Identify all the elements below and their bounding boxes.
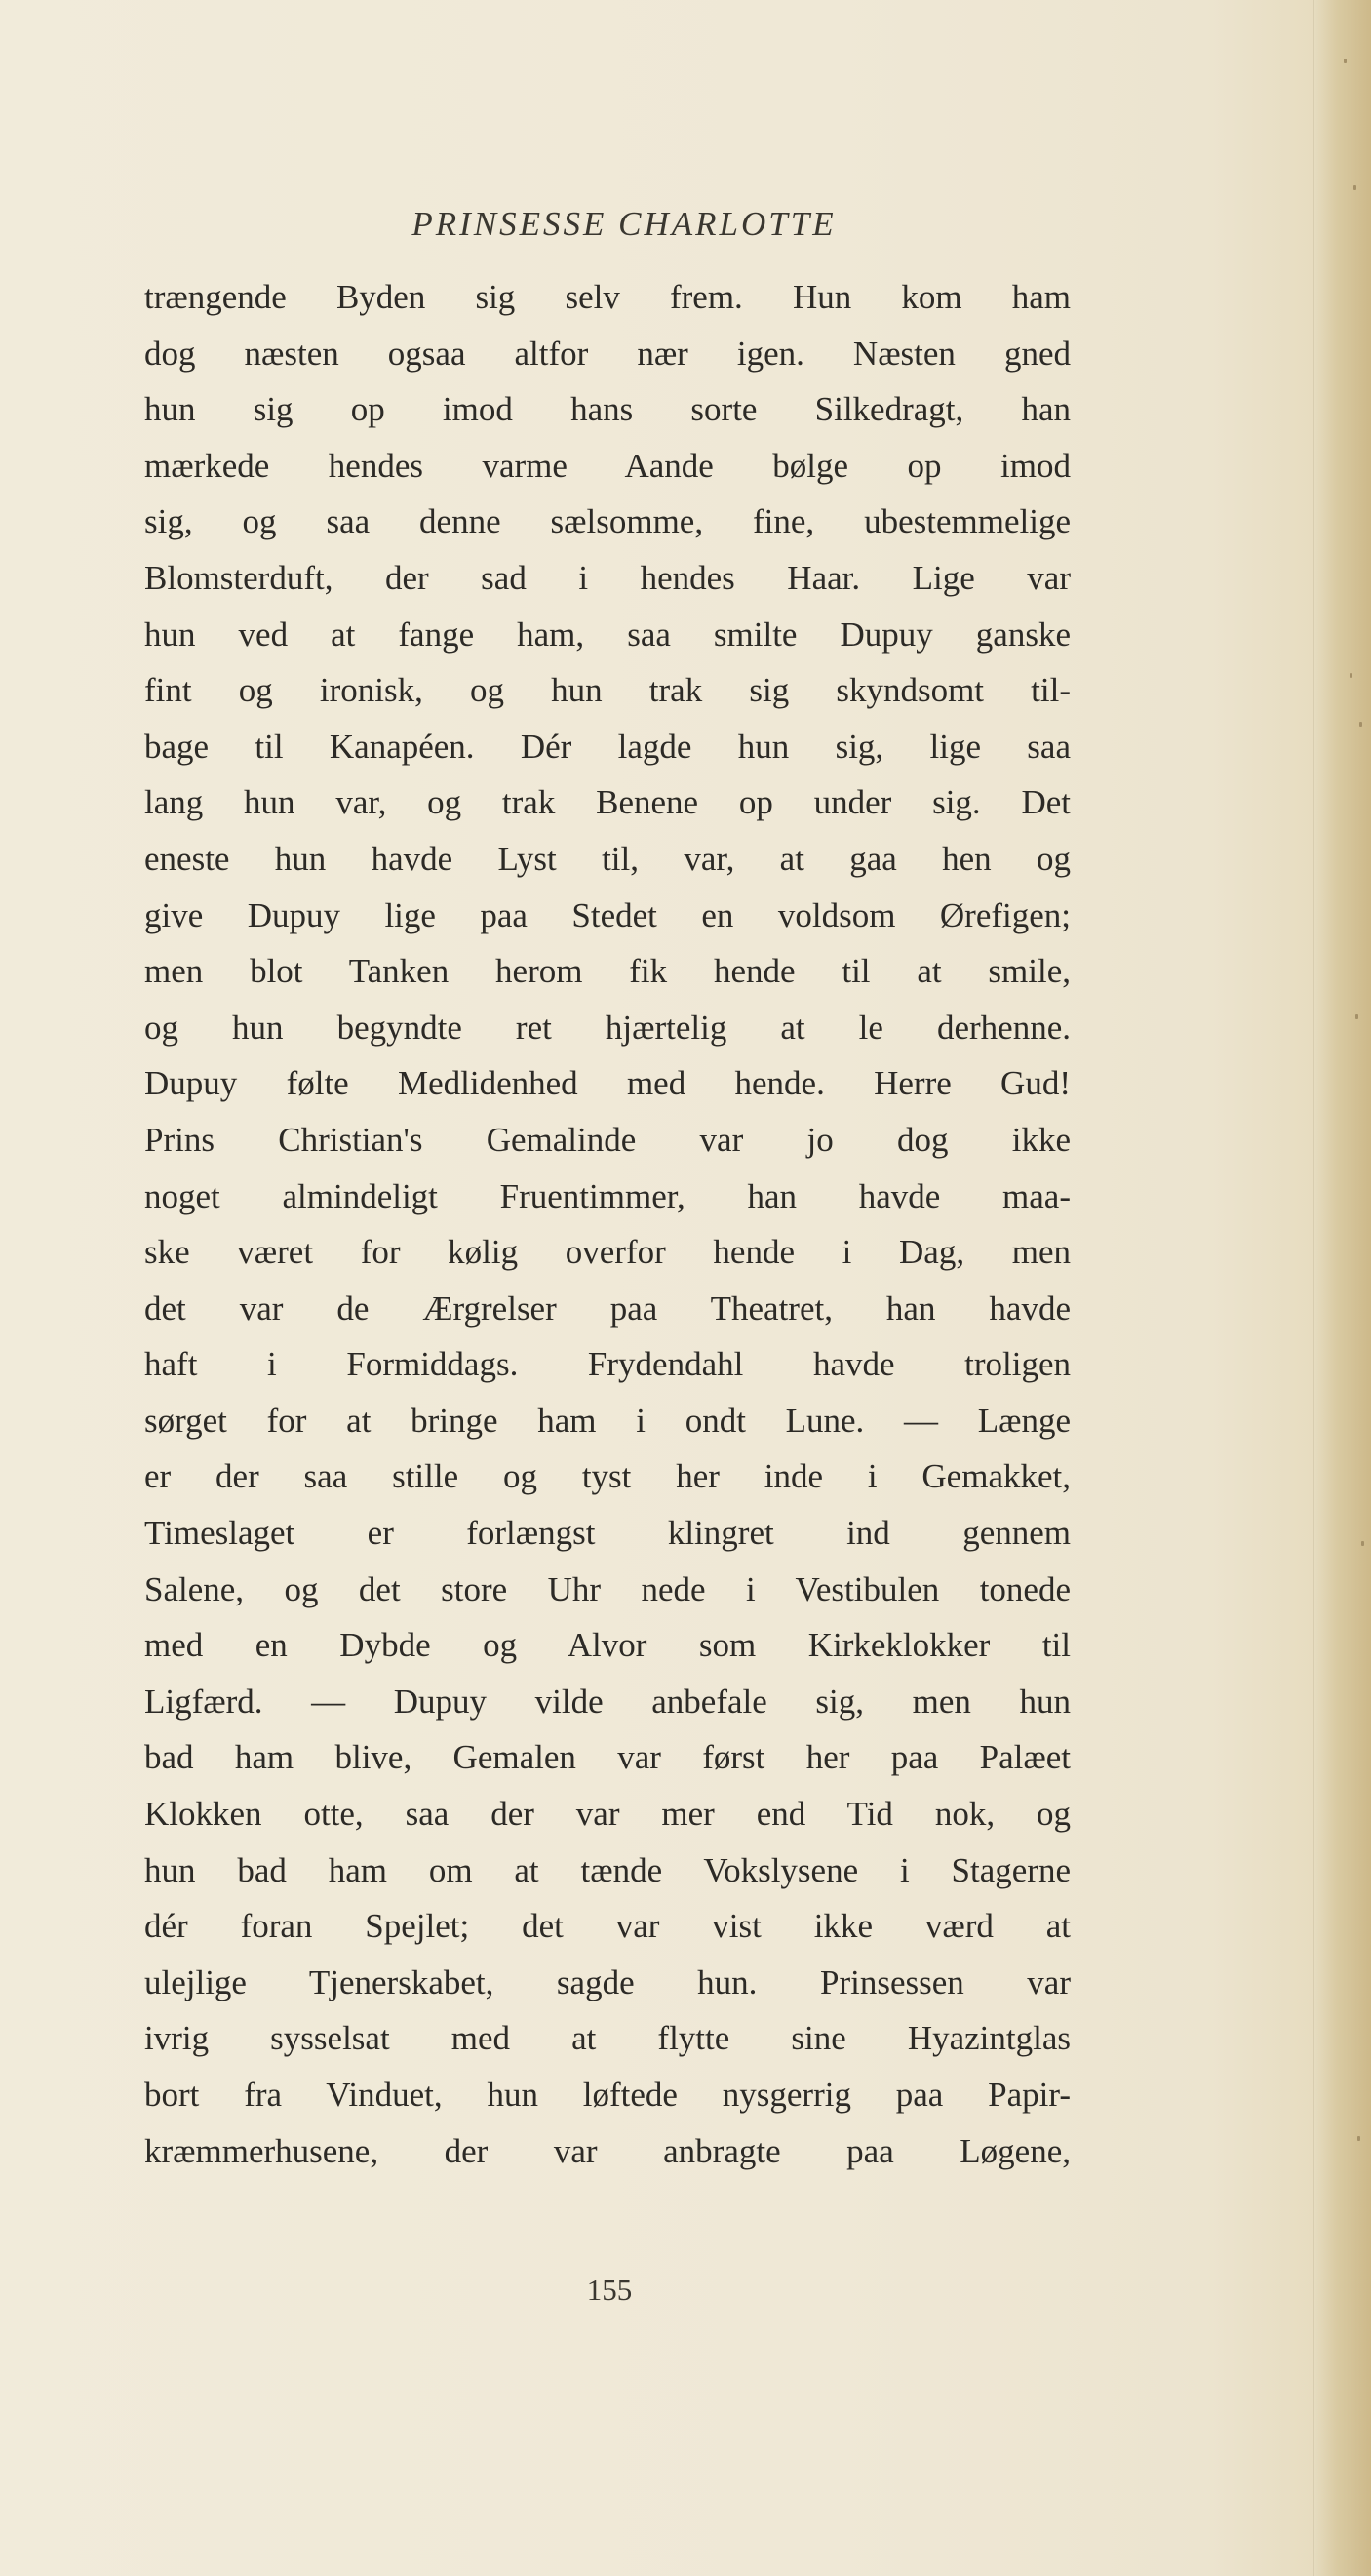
page-edge xyxy=(1313,0,1371,2576)
text-line: dér foran Spejlet; det var vist ikke værd at xyxy=(144,1907,1071,1946)
paper-speck xyxy=(1359,722,1362,727)
text-line: Prins Christian's Gemalinde var jo dog ikke xyxy=(144,1120,1071,1159)
paper-speck xyxy=(1357,2136,1360,2141)
paper-speck xyxy=(1355,1014,1358,1019)
text-line: ivrig sysselsat med at flytte sine Hyazintglas xyxy=(144,2019,1071,2058)
paper-speck xyxy=(1353,185,1356,190)
text-line: dog næsten ogsaa altfor nær igen. Næsten gned xyxy=(144,334,1071,373)
text-line: Timeslaget er forlængst klingret ind gennem xyxy=(144,1514,1071,1553)
text-line: det var de Ærgrelser paa Theatret, han havde xyxy=(144,1288,1071,1328)
text-line: Salene, og det store Uhr nede i Vestibulen tonede xyxy=(144,1569,1071,1608)
text-line: give Dupuy lige paa Stedet en voldsom Ørefigen; xyxy=(144,895,1071,934)
text-line: mærkede hendes varme Aande bølge op imod xyxy=(144,446,1071,485)
text-line: haft i Formiddags. Frydendahl havde troligen xyxy=(144,1345,1071,1384)
paper-speck xyxy=(1350,673,1352,678)
paper-speck xyxy=(1344,59,1347,63)
text-line: bage til Kanapéen. Dér lagde hun sig, lige saa xyxy=(144,727,1071,766)
text-line: fint og ironisk, og hun trak sig skyndsomt til- xyxy=(144,671,1071,710)
text-line: ulejlige Tjenerskabet, sagde hun. Prinsessen var xyxy=(144,1962,1071,2001)
text-line: sig, og saa denne sælsomme, fine, ubestemmelige xyxy=(144,502,1071,541)
text-line: Ligfærd. — Dupuy vilde anbefale sig, men hun xyxy=(144,1682,1071,1721)
text-line: eneste hun havde Lyst til, var, at gaa hen og xyxy=(144,839,1071,878)
text-line: lang hun var, og trak Benene op under sig. Det xyxy=(144,783,1071,822)
text-line: Dupuy følte Medlidenhed med hende. Herre Gud! xyxy=(144,1064,1071,1103)
text-line: hun bad ham om at tænde Vokslysene i Stagerne xyxy=(144,1850,1071,1889)
text-line: ske været for kølig overfor hende i Dag, men xyxy=(144,1233,1071,1272)
text-line: og hun begyndte ret hjærtelig at le derhenne. xyxy=(144,1008,1071,1047)
text-line: Blomsterduft, der sad i hendes Haar. Lige var xyxy=(144,558,1071,597)
page-number: 155 xyxy=(586,2273,633,2307)
text-line: hun ved at fange ham, saa smilte Dupuy ganske xyxy=(144,614,1071,654)
body-text xyxy=(144,269,1071,2179)
text-line: kræmmerhusene, der var anbragte paa Løgene, xyxy=(144,2131,1071,2170)
text-line: men blot Tanken herom fik hende til at smile, xyxy=(144,952,1071,991)
text-line: noget almindeligt Fruentimmer, han havde maa- xyxy=(144,1176,1071,1215)
text-line: Klokken otte, saa der var mer end Tid nok, og xyxy=(144,1795,1071,1834)
text-line: med en Dybde og Alvor som Kirkeklokker til xyxy=(144,1626,1071,1665)
text-line: bad ham blive, Gemalen var først her paa Palæet xyxy=(144,1738,1071,1777)
text-line: bort fra Vinduet, hun løftede nysgerrig paa Papir- xyxy=(144,2076,1071,2114)
paper-speck xyxy=(1361,1541,1364,1546)
text-line: hun sig op imod hans sorte Silkedragt, han xyxy=(144,390,1071,429)
running-head: PRINSESSE CHARLOTTE xyxy=(411,205,837,243)
text-line: trængende Byden sig selv frem. Hun kom ham xyxy=(144,278,1071,316)
text-line: er der saa stille og tyst her inde i Gemakket, xyxy=(144,1457,1071,1496)
text-line: sørget for at bringe ham i ondt Lune. — Længe xyxy=(144,1401,1071,1440)
